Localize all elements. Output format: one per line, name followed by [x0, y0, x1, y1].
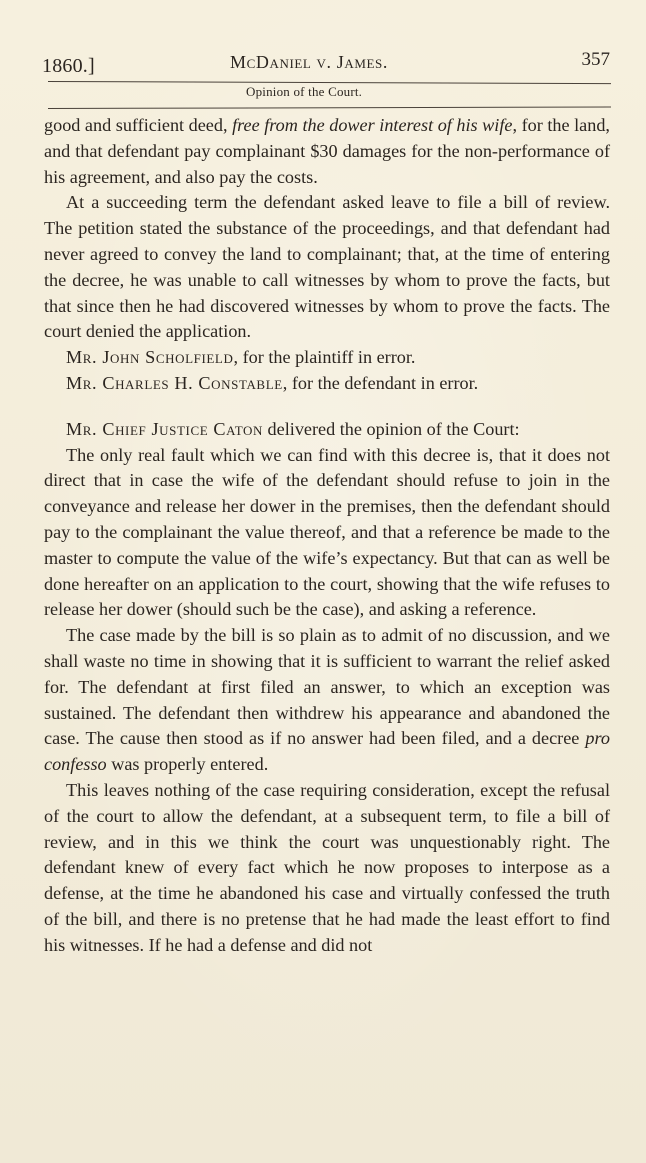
- header-rule-bottom: [48, 107, 611, 109]
- paragraph-text: The only real fault which we can find with this decree is, that it does not direct that in case the wife of the defendant should refuse to join in the conveyance and release her dower in the premises, then the defendant should pay to the complainant the value thereof, and that a reference be made to the master to compute the value of the wife’s expectancy. But that can as well be done hereafter on an application to the court, showing that the wife refuses to release her dower (should such be the case), and asking a reference.: [44, 444, 610, 620]
- justice-name: Mr. Chief Justice Caton: [66, 418, 263, 439]
- paragraph-fault: [44, 443, 610, 624]
- case-title: McDaniel v. James.: [230, 52, 388, 72]
- counsel-plaintiff: [44, 345, 610, 371]
- italic-phrase: pro confesso: [44, 728, 610, 775]
- paragraph-text: was properly entered.: [106, 754, 269, 775]
- paragraph-text: good and sufficient deed,: [44, 115, 233, 135]
- paragraph-text: , for the land, and that defendant pay complainant $30 damages for the non-performance of his agreement, and also pay the costs.: [44, 115, 610, 187]
- opinion-heading: [44, 417, 610, 443]
- paragraph-case-made: [44, 623, 610, 778]
- counsel-name: Mr. John Scholfield: [66, 347, 234, 368]
- page-year: 1860.]: [42, 55, 95, 77]
- paragraph-text: This leaves nothing of the case requiring consideration, except the refusal of the court to allow the defendant, at a subsequent term, to file a bill of review, and in this we think the court was unquestionably right. The defendant knew of every fact which he now proposes to interpose as a defense, at the time he abandoned his case and virtually confessed the truth of the bill, and there is no pretense that he had made the least effort to find his witnesses. If he had a defense and did not: [44, 779, 610, 955]
- paragraph-text: At a succeeding term the defendant asked leave to file a bill of review. The petition stated the substance of the proceedings, and that defendant had never agreed to convey the land to complainant; that, at the time of entering the decree, he was unable to call witnesses by whom to prove the facts, but that since then he had discovered witnesses by whom to prove the facts. The court denied the application.: [44, 192, 610, 342]
- counsel-defendant: [44, 371, 610, 397]
- page-number: 357: [581, 49, 610, 70]
- counsel-name: Mr. Charles H. Constable: [66, 372, 283, 393]
- section-label: Opinion of the Court.: [246, 84, 363, 99]
- paragraph-text: The case made by the bill is so plain as to admit of no discussion, and we shall waste no time in showing that it is sufficient to warrant the relief asked for. The defendant at first filed an answer, to which an exception was sustained. The defendant then withdrew his appearance and abandoned the case. The cause then stood as if no answer had been filed, and a decree: [44, 625, 610, 749]
- paragraph-review-ruling: [44, 778, 610, 959]
- running-head: [42, 48, 610, 78]
- counsel-role: , for the plaintiff in error.: [233, 347, 416, 368]
- counsel-role: , for the defendant in error.: [282, 372, 479, 393]
- italic-phrase: free from the dower interest of his wife: [232, 115, 513, 135]
- paragraph-decree-continued: [44, 113, 610, 190]
- paragraph-review: [44, 190, 610, 345]
- page-body: [44, 113, 610, 959]
- opinion-intro: delivered the opinion of the Court:: [263, 418, 520, 439]
